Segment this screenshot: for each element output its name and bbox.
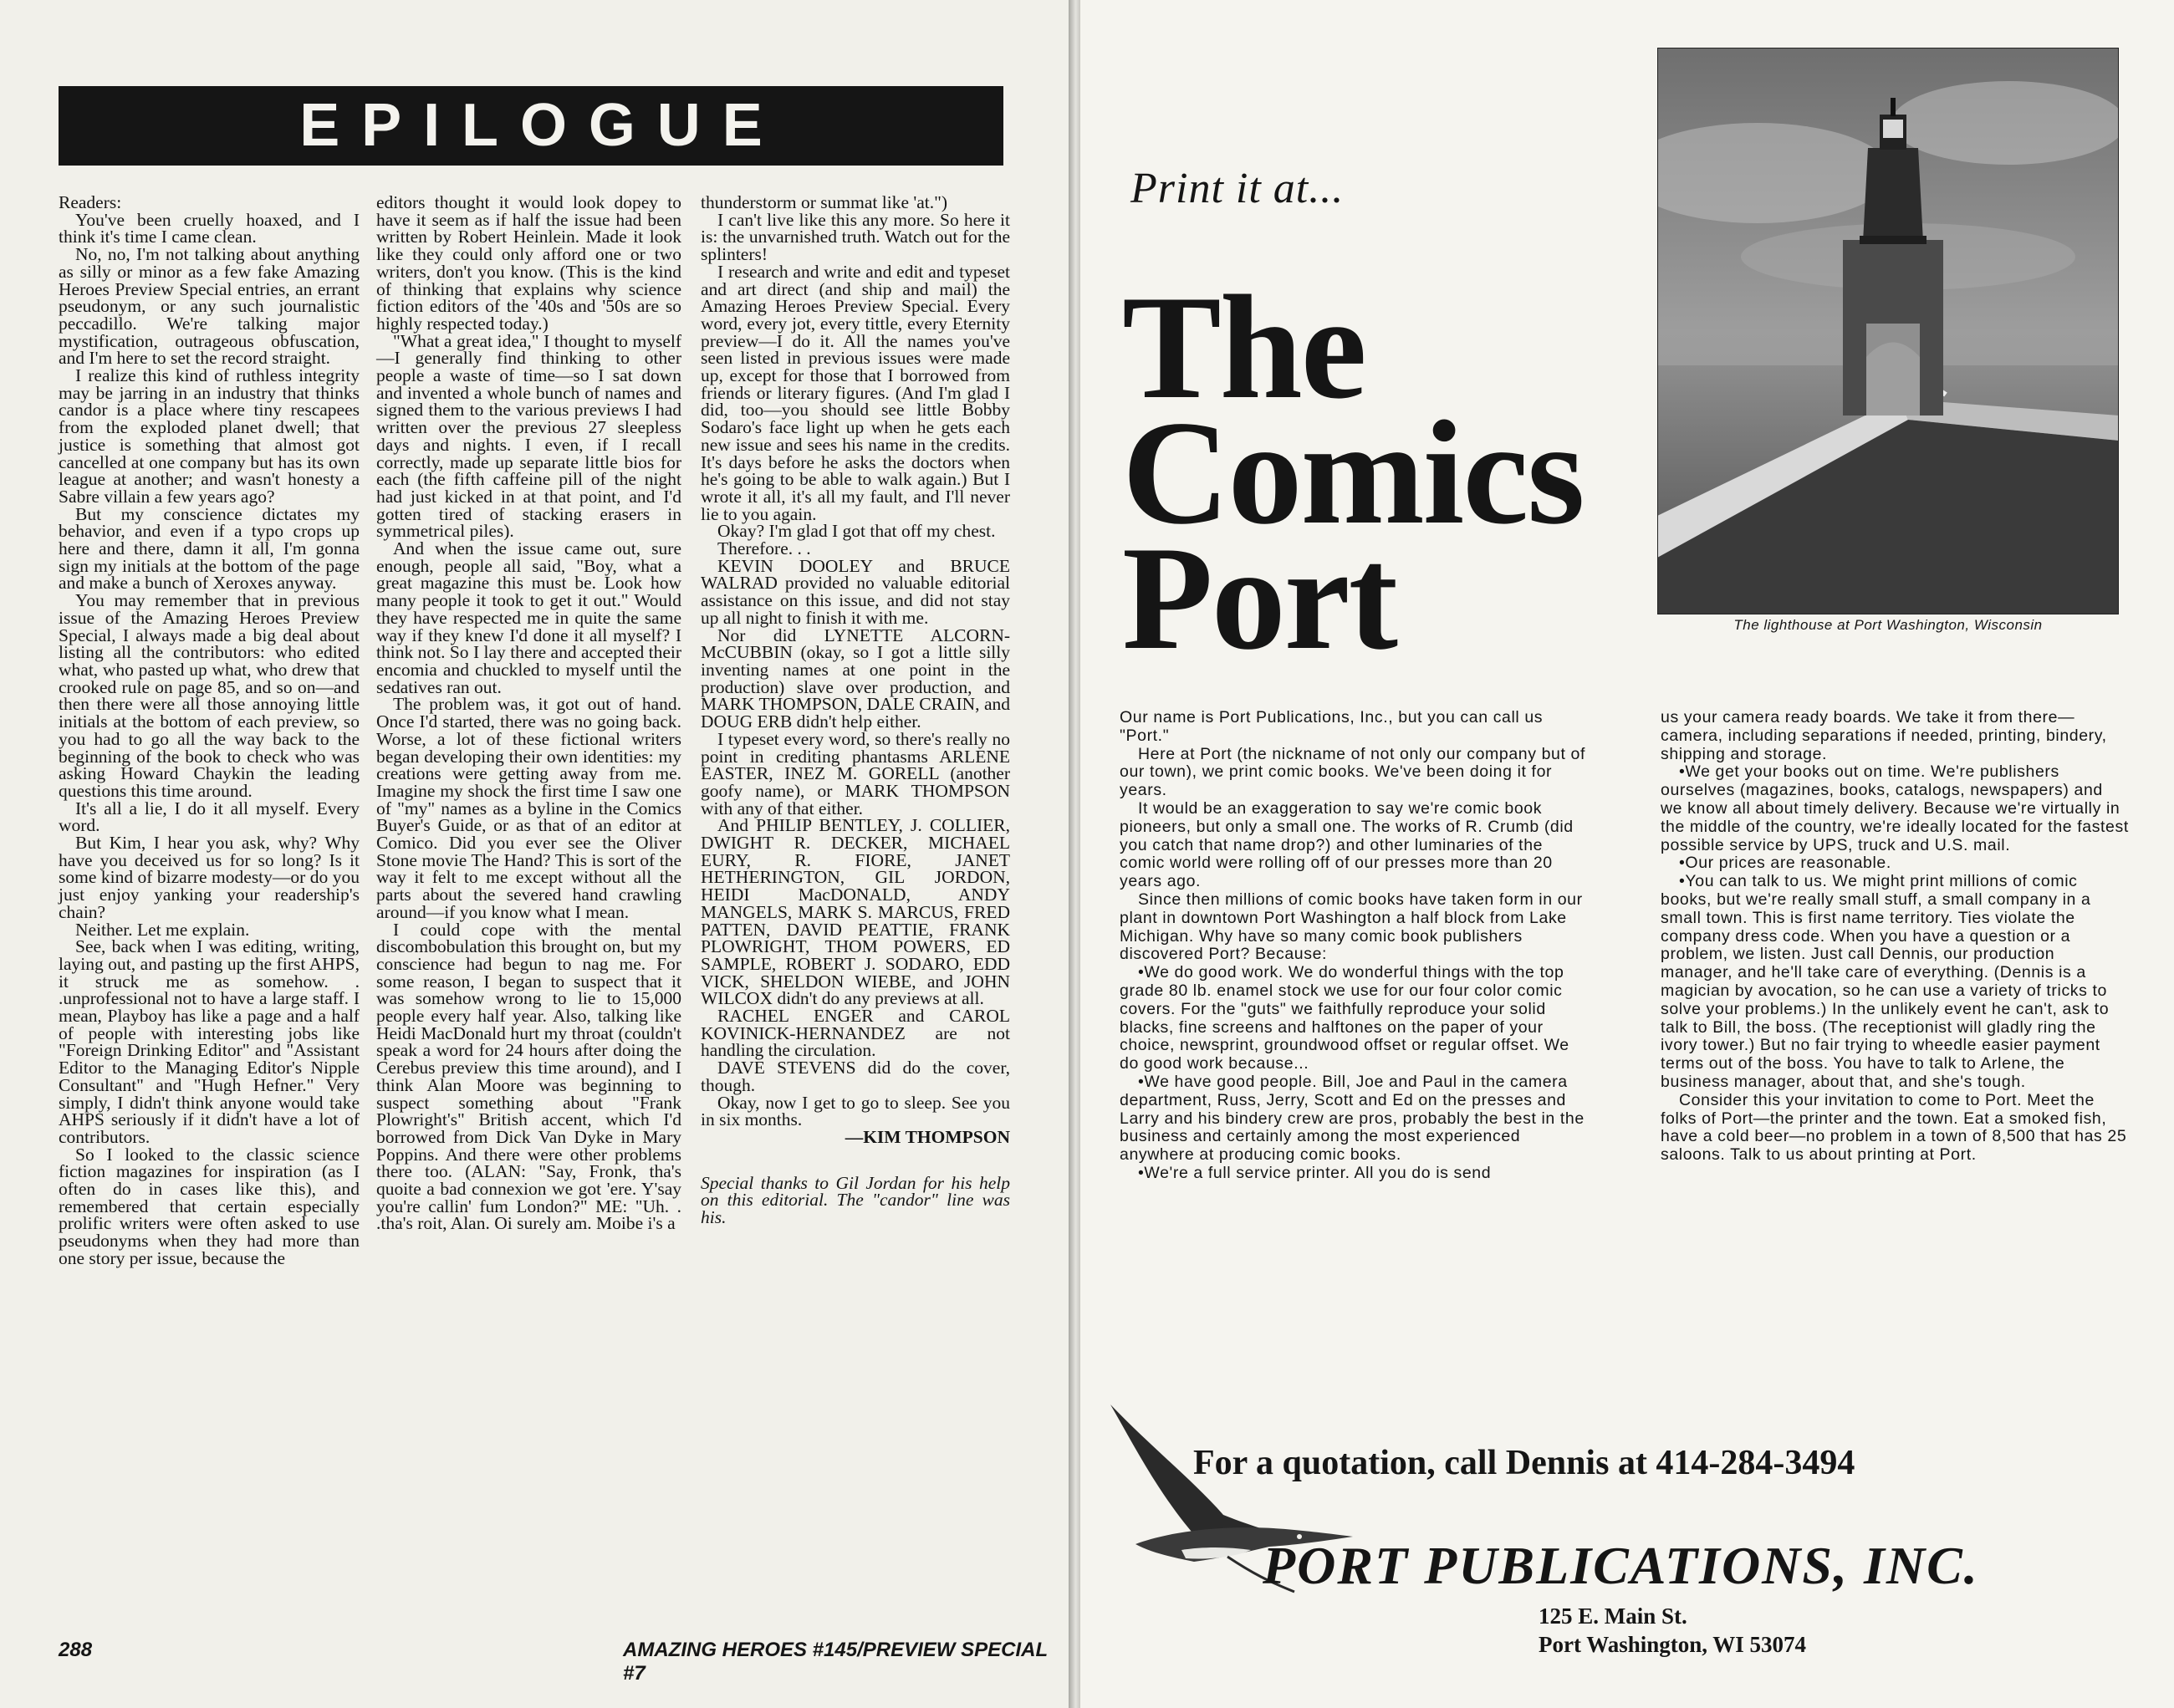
banner-title: EPILOGUE — [299, 92, 784, 159]
binding-gutter — [1069, 0, 1080, 1708]
paragraph: No, no, I'm not talking about anything as silly or minor as a few fake Amazing Heroes Preview Special entries, an errant pseudonym, or any such journalistic peccadillo. We're talking major mystification, outrageous obfuscation, and I'm here to set the record straight. — [59, 244, 360, 369]
headline-line: Comics — [1122, 390, 1584, 555]
address-line: 125 E. Main St. — [1539, 1603, 1687, 1629]
paragraph: It would be an exaggeration to say we're comic book pioneers, but only a small one. The works of R. Crumb (did you catch that name drop?) and other luminaries of the comic world were rolling off of our presses more than 20 years ago. — [1120, 798, 1574, 891]
editorial-column-1 — [59, 194, 360, 1267]
ad-kicker: Print it at... — [1130, 165, 1345, 212]
credits-paragraph: Nor did LYNETTE ALCORN-McCUBBIN (okay, so I got a little silly inventing names at one point in the production) slave over production, and MARK THOMPSON, DALE CRAIN, and DOUG ERB didn't help either. — [701, 625, 1010, 732]
paragraph: "What a great idea," I thought to myself—I generally find thinking to other people a waste of time—so I sat down and invented a whole bunch of names and signed them to the various previews I had written over the previous 27 sleepless days and nights. I even, if I recall correctly, made up separate little bios for each (the fifth caffeine pill of the night had just kicked in at that point, and I'd gotten tired of stacking erasers in symmetrical piles). — [376, 330, 681, 542]
bullet-paragraph: •We have good people. Bill, Joe and Paul in the camera department, Russ, Jerry, Scott and Ed on the presses and Larry and his bindery crew are pros, probably the best in the business and certainly among the most experienced anywhere at producing comic books. — [1120, 1072, 1585, 1165]
left-page — [0, 0, 1069, 1708]
quotation-call-to-action: For a quotation, call Dennis at 414-284-3494 — [1193, 1444, 1855, 1482]
paragraph: Therefore. . . — [717, 538, 811, 559]
paragraph: I research and write and edit and typeset and art direct (and ship and mail) the Amazing Heroes Preview Special. Every word, every jot, every tittle, every Eternity preview—I do it. All the names you've seen listed in previous issues were made up, except for those that I borrowed from friends or literary figures. (And I'm glad I did, too—you should see little Bobby Sodaro's face light up when he gets each new issue and sees his name in the credits. It's days before he asks the doctors when he's going to be able to walk again.) But I wrote it all, it's all my fault, and I'll never lie to you again. — [701, 261, 1010, 524]
paragraph: thunderstorm or summat like 'at.") — [701, 192, 948, 212]
credits-paragraph: I typeset every word, so there's really no point in crediting phantasms ARLENE EASTER, INEZ M. GORELL (another goofy name), or MARK THOMPSON with any of that either. — [701, 728, 1010, 818]
photo-caption: The lighthouse at Port Washington, Wisconsin — [1733, 617, 2043, 633]
editorial-column-2 — [376, 194, 681, 1232]
paragraph: Okay, now I get to go to sleep. See you in six months. — [701, 1092, 1010, 1130]
bullet-paragraph: •We do good work. We do wonderful things with the top grade 80 lb. enamel stock we use for our four color comic covers. For the "guts" we faithfully reproduce your solid blacks, fine screens and halftones on the paper of your choice, newsprint, groundwood offset or regular offset. We do good work because... — [1120, 963, 1569, 1073]
paragraph: us your camera ready boards. We take it from there—camera, including separations if needed, printing, bindery, shipping and storage. — [1661, 708, 2107, 763]
page-number: 288 — [59, 1639, 93, 1661]
ad-body-column-2 — [1661, 709, 2129, 1165]
paragraph: I can't live like this any more. So here it is: the unvarnished truth. Watch out for the splinters! — [701, 209, 1010, 265]
lighthouse-photo — [1657, 48, 2119, 614]
credits-paragraph: And PHILIP BENTLEY, J. COLLIER, DWIGHT R. DECKER, MICHAEL EURY, R. FIORE, JANET HETHERINGTON, GIL JORDON, HEIDI MacDONALD, ANDY MANGELS, MARK S. MARCUS, FRED PATTEN, DAVID PEATTIE, FRANK PLOWRIGHT, THOM POWERS, ED SAMPLE, ROBERT J. SODARO, EDD VICK, SHELDON WIEBE, and JOHN WILCOX didn't do any previews at all. — [701, 815, 1010, 1009]
paragraph: editors thought it would look dopey to have it seem as if half the issue had been written by Robert Heinlein. Made it look like they could only afford one or two writers, don't you know. (This is the kind of thinking that explains why science fiction editors of the '40s and '50s are so highly respected today.) — [376, 192, 681, 334]
paragraph: I realize this kind of ruthless integrity may be jarring in an industry that thinks candor is a place where tiny rescapees from the exploded planet dwell; that justice is something that almost got cancelled at one company but has its own league at another; and wasn't honesty a Sabre villain a few years ago? — [59, 365, 360, 507]
headline-line: Port — [1122, 515, 1397, 681]
paragraph: But Kim, I hear you ask, why? Why have you deceived us for so long? Is it some kind of bizarre modesty—or do you just enjoy yanking your readership's chain? — [59, 833, 360, 922]
company-name: PORT PUBLICATIONS, INC. — [1263, 1536, 1979, 1595]
bullet-paragraph: •We're a full service printer. All you do is send — [1138, 1163, 1492, 1182]
paragraph: But my conscience dictates my behavior, and even if a typo crops up here and there, damn it all, I'm gonna sign my initials at the bottom of the page and make a bunch of Xeroxes anyway. — [59, 503, 360, 594]
paragraph: Okay? I'm glad I got that off my chest. — [717, 521, 996, 542]
special-thanks: Special thanks to Gil Jordan for his help on this editorial. The "candor" line was his. — [701, 1172, 1010, 1228]
paragraph: And when the issue came out, sure enough, people all said, "Boy, what a great magazine this must be. Look how many people it took to get it out." Would they have respected me in quite the same way if they knew I'd done it all myself? I think not. So I lay there and accepted their encomia and chuckled to myself until the sedatives ran out. — [376, 538, 681, 697]
paragraph: Since then millions of comic books have taken form in our plant in downtown Port Washington a half block from Lake Michigan. Why have so many comic book publishers discovered Port? Because: — [1120, 890, 1583, 964]
bullet-paragraph: •We get your books out on time. We're publishers ourselves (magazines, books, catalogs, newspapers) and we know all about timely delivery. Because we're virtually in the middle of the country, we're ideally located for the fastest possible service by UPS, truck and U.S. mail. — [1661, 762, 2129, 854]
paragraph: Our name is Port Publications, Inc., but you can call us "Port." — [1120, 708, 1544, 745]
paragraph: The problem was, it got out of hand. Once I'd started, there was no going back. Worse, a lot of these fictional writers began developing their own identities: my creations were getting away from me. Imagine my shock the first time I saw one of "my" names as a byline in the Comics Buyer's Guide, or as that of an editor at Comico. Did you ever see the Oliver Stone movie The Hand? This is sort of the way it felt to me except without all the parts about the severed hand crawling around—if you know what I mean. — [376, 694, 681, 922]
paragraph: It's all a lie, I do it all myself. Every word. — [59, 798, 360, 836]
company-address — [1539, 1602, 1806, 1659]
credits-paragraph: RACHEL ENGER and CAROL KOVINICK-HERNANDEZ are not handling the circulation. — [701, 1006, 1010, 1061]
paragraph: You may remember that in previous issue of the Amazing Heroes Preview Special, I always made a big deal about listing all the contributors: who edited what, who pasted up what, who drew that crooked rule on page 85, and so on—and then there were all those annoying little initials at the bottom of each preview, so you had to go all the way back to the beginning of the book to check who was asking Howard Chaykin the leading questions this time around. — [59, 590, 360, 801]
paragraph: I could cope with the mental discombobulation this brought on, but my conscience had begun to nag me. For some reason, I began to suspect that it was somehow wrong to lie to 15,000 people every half year. Also, talking like Heidi MacDonald hurt my throat (couldn't speak a word for 24 hours after doing the Cerebus preview this time around), and I think Alan Moore was beginning to suspect something about "Frank Plowright's" British accent, which I'd borrowed from Dick Van Dyke in Mary Poppins. And there were other problems there too. (ALAN: "Say, Fronk, tha's quoite a bad connexion we got 'ere. Y'say you're callin' fum London?" ME: "Uh. . .tha's roit, Alan. Oi surely am. Moibe i's a — [376, 919, 681, 1234]
headline-line: The — [1122, 264, 1365, 430]
address-line: Port Washington, WI 53074 — [1539, 1632, 1807, 1657]
credits-paragraph: KEVIN DOOLEY and BRUCE WALRAD provided no valuable editorial assistance on this issue, and did not stay up all night to finish it with me. — [701, 555, 1010, 628]
paragraph: Here at Port (the nickname of not only our company but of our town), we print comic books. We've been doing it for years. — [1120, 744, 1585, 800]
paragraph: Consider this your invitation to come to Port. Meet the folks of Port—the printer and the town. Eat a smoked fish, have a cold beer—no problem in a town of 8,500 that has 25 saloons. Talk to us about printing at Port. — [1661, 1090, 2127, 1165]
running-footer: AMAZING HEROES #145/PREVIEW SPECIAL #7 — [623, 1639, 1048, 1685]
bullet-paragraph: •You can talk to us. We might print millions of comic books, but we're really small stuff, a small company in a small town. This is first name territory. Ties violate the company dress code. When you have a question or a problem, we listen. Just call Dennis, our production manager, and he'll take care of everything. (Dennis is a magician by avocation, so he can use a variety of tricks to solve your problems.) In the unlikely event he can't, ask to talk to Bill, the boss. (The receptionist will gladly ring the ivory tower.) But no fair trying to wheedle easier payment terms out of the boss. You have to talk to Arlene, the business manager, about that, and she's tough. — [1661, 872, 2110, 1091]
paragraph: Neither. Let me explain. — [75, 919, 250, 940]
signature: —KIM THOMPSON — [845, 1126, 1010, 1147]
ad-headline — [1122, 264, 1584, 681]
paragraph: You've been cruelly hoaxed, and I think it's time I came clean. — [59, 209, 360, 247]
paragraph: So I looked to the classic science fiction magazines for inspiration (as I often do in cases like this), and remembered that certain especially prolific writers were often asked to use pseudonyms when they had more than one story per issue, because the — [59, 1144, 360, 1268]
ad-body-column-1 — [1120, 709, 1588, 1183]
bullet-paragraph: •Our prices are reasonable. — [1679, 854, 1891, 873]
epilogue-banner — [59, 86, 1003, 166]
paragraph: See, back when I was editing, writing, laying out, and pasting up the first AHPS, it struck me as somehow. . .unprofessional not to have a large staff. I mean, Playboy has like a page and a half of people with interesting jobs like "Foreign Drinking Editor" and "Assistant Editor to the Managing Editor's Nipple Consultant" and "Hugh Hefner." Very simply, I didn't think anyone would take AHPS seriously if it didn't have a lot of contributors. — [59, 936, 360, 1147]
editorial-column-3 — [701, 194, 1010, 1226]
paragraph: Readers: — [59, 192, 122, 212]
credits-paragraph: DAVE STEVENS did do the cover, though. — [701, 1058, 1010, 1095]
